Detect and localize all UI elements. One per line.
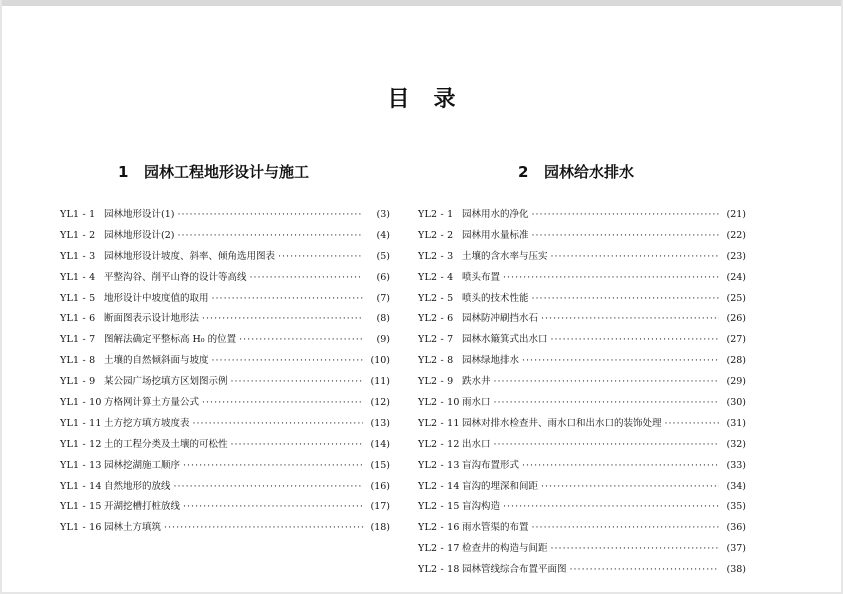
toc-entry-page: (29)	[726, 376, 746, 388]
toc-entry-title: 园林用水的净化	[462, 209, 529, 220]
toc-entry-code: YL2 - 4	[418, 271, 454, 283]
toc-entry-title: 某公园广场挖填方区划图示例	[104, 376, 228, 388]
dot-leader	[570, 564, 719, 575]
toc-entry-code: YL1 - 1	[60, 209, 96, 220]
dot-leader	[202, 313, 363, 324]
toc-entry-title: 盲沟的埋深和间距	[462, 480, 539, 492]
toc-entry-page: (26)	[726, 313, 746, 325]
toc-entry-page: (13)	[370, 417, 390, 429]
dot-leader	[177, 209, 363, 220]
toc-entry[interactable]	[60, 457, 390, 478]
toc-entry-code: YL2 - 17	[418, 543, 460, 555]
toc-entry-page: (36)	[726, 522, 746, 534]
dot-leader	[532, 522, 719, 533]
dot-leader	[202, 397, 363, 408]
toc-entry-code: YL1 - 6	[60, 313, 96, 325]
toc-entry-code: YL2 - 5	[418, 292, 454, 304]
toc-entry-code: YL2 - 15	[418, 501, 460, 513]
section-number: 2	[518, 163, 529, 181]
section-title: 园林工程地形设计与施工	[144, 163, 310, 181]
toc-entry-code: YL1 - 16	[60, 522, 102, 534]
toc-entry[interactable]	[60, 373, 390, 394]
dot-leader	[183, 460, 363, 471]
toc-entry[interactable]	[418, 248, 746, 269]
toc-entry-page: (24)	[726, 271, 746, 283]
toc-entry[interactable]	[60, 498, 390, 519]
toc-entry-code: YL1 - 7	[60, 334, 96, 346]
toc-entry-title: 跌水井	[462, 376, 491, 388]
toc-entry-code: YL1 - 2	[60, 229, 96, 241]
dot-leader	[541, 313, 719, 324]
toc-entry[interactable]	[60, 352, 390, 373]
toc-entry[interactable]	[60, 227, 390, 248]
toc-entry-code: YL2 - 11	[418, 417, 460, 429]
toc-entry-page: (31)	[726, 417, 746, 429]
toc-entry-page: (8)	[376, 313, 390, 325]
dot-leader	[494, 376, 719, 387]
toc-entry-title: 喷头的技术性能	[462, 292, 529, 304]
toc-entry[interactable]	[418, 227, 746, 248]
dot-leader	[231, 376, 363, 387]
dot-leader	[532, 230, 719, 241]
dot-leader	[174, 481, 363, 492]
toc-entry-page: (17)	[370, 501, 390, 513]
toc-entry-code: YL2 - 8	[418, 355, 454, 367]
dot-leader	[532, 293, 719, 304]
toc-entry[interactable]	[60, 310, 390, 331]
toc-list-right	[418, 206, 746, 582]
dot-leader	[212, 355, 363, 366]
toc-entry-code: YL1 - 3	[60, 250, 96, 262]
toc-entry[interactable]	[418, 310, 746, 331]
dot-leader	[541, 481, 719, 492]
toc-entry-title: 土壤的自然倾斜面与坡度	[104, 355, 209, 367]
section-title: 园林给水排水	[544, 163, 635, 181]
toc-entry-code: YL1 - 11	[60, 417, 102, 429]
toc-entry-title: 地形设计中坡度值的取用	[104, 292, 209, 304]
dot-leader	[164, 522, 363, 533]
toc-entry-title: 园林土方填筑	[104, 522, 162, 534]
toc-entry-title: 喷头布置	[462, 271, 501, 283]
toc-entry[interactable]	[60, 415, 390, 436]
toc-entry-code: YL2 - 2	[418, 229, 454, 241]
toc-entry-page: (10)	[370, 355, 390, 367]
toc-entry-title: 盲沟布置形式	[462, 459, 520, 471]
dot-leader	[551, 543, 719, 554]
toc-entry-page: (4)	[376, 229, 390, 241]
toc-entry[interactable]	[418, 394, 746, 415]
toc-entry-code: YL2 - 18	[418, 564, 460, 576]
toc-entry-page: (3)	[376, 209, 390, 220]
toc-entry-page: (28)	[726, 355, 746, 367]
toc-entry-page: (38)	[726, 564, 746, 576]
toc-entry[interactable]	[418, 457, 746, 478]
scan-top-edge	[0, 0, 843, 6]
dot-leader	[212, 293, 363, 304]
toc-entry[interactable]	[418, 498, 746, 519]
toc-entry[interactable]	[418, 436, 746, 457]
toc-entry-page: (9)	[376, 334, 390, 346]
page-title: 目录	[387, 87, 480, 112]
toc-entry-title: 园林挖湖施工顺序	[104, 459, 181, 471]
dot-leader	[503, 272, 719, 283]
toc-entry-page: (21)	[726, 209, 746, 220]
dot-leader	[250, 272, 363, 283]
toc-entry-page: (34)	[726, 480, 746, 492]
toc-entry-code: YL1 - 15	[60, 501, 102, 513]
toc-entry-page: (5)	[376, 250, 390, 262]
section-heading-2	[418, 160, 746, 184]
toc-entry-page: (11)	[370, 376, 390, 388]
dot-leader	[551, 251, 719, 262]
toc-entry-title: 雨水口	[462, 397, 491, 409]
toc-entry[interactable]	[418, 415, 746, 436]
toc-entry[interactable]	[418, 269, 746, 290]
toc-entry[interactable]	[418, 478, 746, 499]
toc-entry[interactable]	[418, 373, 746, 394]
toc-entry-page: (25)	[726, 292, 746, 304]
dot-leader	[494, 397, 719, 408]
toc-entry-page: (27)	[726, 334, 746, 346]
toc-entry-title: 开湖挖槽打桩放线	[104, 501, 181, 513]
toc-entry-code: YL1 - 4	[60, 271, 96, 283]
toc-entry-code: YL2 - 3	[418, 250, 454, 262]
dot-leader	[177, 230, 363, 241]
toc-entry[interactable]	[418, 540, 746, 561]
toc-entry-page: (18)	[370, 522, 390, 534]
toc-entry-code: YL1 - 14	[60, 480, 102, 492]
toc-entry-code: YL1 - 13	[60, 459, 102, 471]
toc-entry-title: 园林对排水检查井、雨水口和出水口的装饰处理	[462, 417, 662, 429]
toc-entry-code: YL2 - 1	[418, 209, 454, 220]
toc-entry-page: (37)	[726, 543, 746, 555]
toc-entry-code: YL1 - 10	[60, 397, 102, 409]
toc-entry[interactable]	[60, 206, 390, 227]
toc-entry[interactable]	[418, 352, 746, 373]
toc-entry-code: YL2 - 14	[418, 480, 460, 492]
dot-leader	[278, 251, 363, 262]
dot-leader	[532, 209, 719, 220]
toc-entry-code: YL2 - 6	[418, 313, 454, 325]
toc-entry[interactable]	[60, 436, 390, 457]
toc-entry-title: 园林水簸箕式出水口	[462, 334, 548, 346]
toc-entry-code: YL1 - 8	[60, 355, 96, 367]
toc-entry[interactable]	[60, 331, 390, 352]
toc-entry[interactable]	[60, 519, 390, 540]
toc-entry[interactable]	[418, 561, 746, 582]
toc-entry-code: YL2 - 9	[418, 376, 454, 388]
toc-entry-page: (35)	[726, 501, 746, 513]
section-heading-1	[60, 160, 390, 184]
toc-entry-code: YL2 - 10	[418, 397, 460, 409]
toc-entry-title: 园林地形设计坡度、斜率、倾角选用图表	[104, 250, 276, 262]
dot-leader	[665, 418, 719, 429]
toc-entry[interactable]	[418, 206, 746, 227]
toc-entry-title: 园林绿地排水	[462, 355, 520, 367]
toc-entry-title: 盲沟构造	[462, 501, 501, 513]
dot-leader	[193, 418, 363, 429]
toc-entry[interactable]	[418, 331, 746, 352]
toc-entry[interactable]	[418, 519, 746, 540]
dot-leader	[231, 439, 363, 450]
toc-entry-code: YL2 - 12	[418, 438, 460, 450]
toc-entry-title: 自然地形的放线	[104, 480, 171, 492]
toc-entry-page: (12)	[370, 397, 390, 409]
toc-entry-title: 平整沟谷、削平山脊的设计等高线	[104, 271, 247, 283]
toc-entry-title: 检查井的构造与间距	[462, 543, 548, 555]
dot-leader	[183, 501, 363, 512]
toc-entry-title: 出水口	[462, 438, 491, 450]
section-number: 1	[118, 163, 129, 181]
toc-entry-title: 园林用水量标准	[462, 229, 529, 241]
toc-entry-page: (32)	[726, 438, 746, 450]
toc-entry-title: 土的工程分类及土壤的可松性	[104, 438, 228, 450]
toc-entry-title: 土方挖方填方坡度表	[104, 417, 190, 429]
dot-leader	[522, 355, 719, 366]
toc-entry-title: 园林地形设计(2)	[104, 229, 175, 241]
toc-entry-page: (7)	[376, 292, 390, 304]
toc-entry-title: 园林防冲刷挡水石	[462, 313, 539, 325]
toc-entry-code: YL1 - 12	[60, 438, 102, 450]
toc-entry-page: (23)	[726, 250, 746, 262]
toc-entry-page: (15)	[370, 459, 390, 471]
toc-list-left	[60, 206, 390, 540]
toc-entry-page: (14)	[370, 438, 390, 450]
toc-entry-code: YL1 - 9	[60, 376, 96, 388]
toc-entry-page: (33)	[726, 459, 746, 471]
dot-leader	[503, 501, 719, 512]
toc-entry-code: YL2 - 7	[418, 334, 454, 346]
toc-entry-title: 图解法确定平整标高 H₀ 的位置	[104, 334, 237, 346]
toc-entry-code: YL2 - 13	[418, 459, 460, 471]
toc-entry[interactable]	[60, 248, 390, 269]
toc-entry-code: YL1 - 5	[60, 292, 96, 304]
toc-entry-page: (22)	[726, 229, 746, 241]
toc-entry[interactable]	[60, 394, 390, 415]
toc-column-right	[418, 160, 746, 582]
toc-entry-page: (30)	[726, 397, 746, 409]
toc-entry-title: 土壤的含水率与压实	[462, 250, 548, 262]
toc-entry-code: YL2 - 16	[418, 522, 460, 534]
toc-entry-page: (16)	[370, 480, 390, 492]
toc-column-left	[60, 160, 390, 540]
toc-entry-title: 方格网计算土方量公式	[104, 397, 200, 409]
toc-entry-title: 园林地形设计(1)	[104, 209, 175, 220]
dot-leader	[239, 334, 363, 345]
toc-entry-title: 断面图表示设计地形法	[104, 313, 200, 325]
toc-entry-title: 园林管线综合布置平面图	[462, 564, 567, 576]
dot-leader	[551, 334, 719, 345]
toc-entry[interactable]	[60, 269, 390, 290]
toc-entry[interactable]	[60, 290, 390, 311]
toc-entry-title: 雨水管渠的布置	[462, 522, 529, 534]
dot-leader	[522, 460, 719, 471]
toc-entry[interactable]	[418, 290, 746, 311]
toc-entry[interactable]	[60, 478, 390, 499]
dot-leader	[494, 439, 719, 450]
toc-entry-page: (6)	[376, 271, 390, 283]
